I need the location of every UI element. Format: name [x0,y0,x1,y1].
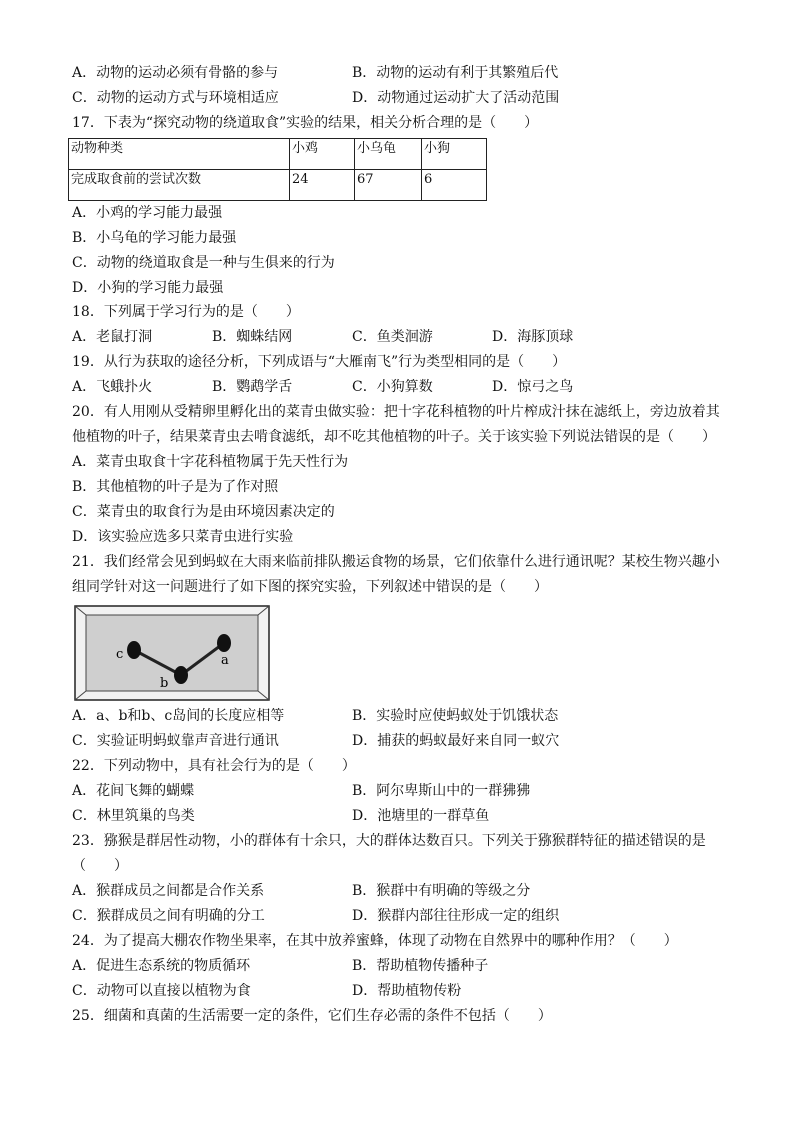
q16-option-c[interactable]: C．动物的运动方式与环境相适应 [72,90,279,106]
q22-stem: 22．下列动物中，具有社会行为的是（ ） [72,758,356,774]
table-header-cell: 小乌龟 [355,139,422,170]
q24-option-d[interactable]: D．帮助植物传粉 [352,983,462,999]
q20-option-a[interactable]: A．菜青虫取食十字花科植物属于先天性行为 [72,454,349,470]
q21-stem-line2: 组同学针对这一问题进行了如下图的探究实验，下列叙述中错误的是（ ） [72,579,548,595]
q20-stem-line1: 20．有人用刚从受精卵里孵化出的菜青虫做实验：把十字花科植物的叶片榨成汁抹在滤纸上，旁边放着其 [72,404,720,420]
q24-option-b[interactable]: B．帮助植物传播种子 [352,958,489,974]
q22-option-a[interactable]: A．花间飞舞的蝴蝶 [72,783,195,799]
q22-option-b[interactable]: B．阿尔卑斯山中的一群狒狒 [352,783,531,799]
q17-option-a[interactable]: A．小鸡的学习能力最强 [72,205,223,221]
label-c: c [116,647,124,662]
q21-option-a[interactable]: A．a、b和b、c岛间的长度应相等 [72,708,285,724]
island-c [127,641,141,659]
q17-stem: 17．下表为“探究动物的绕道取食”实验的结果，相关分析合理的是（ ） [72,115,539,131]
table-cell: 67 [355,170,422,201]
q20-option-b[interactable]: B．其他植物的叶子是为了作对照 [72,479,279,495]
q24-option-c[interactable]: C．动物可以直接以植物为食 [72,983,251,999]
q21-option-c[interactable]: C．实验证明蚂蚁靠声音进行通讯 [72,733,279,749]
q16-option-a[interactable]: A．动物的运动必须有骨骼的参与 [72,65,279,81]
ant-experiment-figure [74,605,270,701]
tray-inner [86,615,258,691]
q18-option-c[interactable]: C．鱼类洄游 [352,329,433,345]
table-header-row [69,139,487,170]
q18-option-a[interactable]: A．老鼠打洞 [72,329,153,345]
q21-stem-line1: 21．我们经常会见到蚂蚁在大雨来临前排队搬运食物的场景，它们依靠什么进行通讯呢？某校生物兴趣小 [72,554,720,570]
q17-option-c[interactable]: C．动物的绕道取食是一种与生俱来的行为 [72,255,335,271]
q25-stem: 25．细菌和真菌的生活需要一定的条件，它们生存必需的条件不包括（ ） [72,1008,552,1024]
q17-option-d[interactable]: D．小狗的学习能力最强 [72,280,224,296]
q20-option-d[interactable]: D．该实验应选多只菜青虫进行实验 [72,529,294,545]
q24-stem: 24．为了提高大棚农作物坐果率，在其中放养蜜蜂，体现了动物在自然界中的哪种作用？（ ） [72,933,678,949]
table-cell: 24 [290,170,355,201]
island-b [174,666,188,684]
q23-stem-line2: （ ） [72,858,128,874]
q16-option-b[interactable]: B．动物的运动有利于其繁殖后代 [352,65,559,81]
q19-option-b[interactable]: B．鹦鹉学舌 [212,379,293,395]
q23-option-c[interactable]: C．猴群成员之间有明确的分工 [72,908,265,924]
island-a [217,634,231,652]
table-header-cell: 动物种类 [69,139,290,170]
table-header-cell: 小鸡 [290,139,355,170]
label-a: a [221,653,229,668]
q22-option-d[interactable]: D．池塘里的一群草鱼 [352,808,490,824]
q23-option-d[interactable]: D．猴群内部往往形成一定的组织 [352,908,560,924]
q23-option-b[interactable]: B．猴群中有明确的等级之分 [352,883,531,899]
q24-option-a[interactable]: A．促进生态系统的物质循环 [72,958,251,974]
q23-stem-line1: 23．猕猴是群居性动物，小的群体有十余只，大的群体达数百只。下列关于猕猴群特征的描述错误的是 [72,833,706,849]
q17-option-b[interactable]: B．小乌龟的学习能力最强 [72,230,237,246]
q18-option-b[interactable]: B．蜘蛛结网 [212,329,293,345]
q18-stem: 18．下列属于学习行为的是（ ） [72,304,300,320]
table-row [69,170,487,201]
q18-option-d[interactable]: D．海豚顶球 [492,329,574,345]
table-cell: 完成取食前的尝试次数 [69,170,290,201]
q22-option-c[interactable]: C．林里筑巢的鸟类 [72,808,195,824]
q20-option-c[interactable]: C．菜青虫的取食行为是由环境因素决定的 [72,504,335,520]
label-b: b [160,676,169,691]
q21-option-d[interactable]: D．捕获的蚂蚁最好来自同一蚁穴 [352,733,560,749]
q19-option-d[interactable]: D．惊弓之鸟 [492,379,574,395]
q19-option-a[interactable]: A．飞蛾扑火 [72,379,153,395]
q19-option-c[interactable]: C．小狗算数 [352,379,433,395]
table-header-cell: 小狗 [422,139,487,170]
q23-option-a[interactable]: A．猴群成员之间都是合作关系 [72,883,265,899]
table-cell: 6 [422,170,487,201]
q16-option-d[interactable]: D．动物通过运动扩大了活动范围 [352,90,560,106]
q20-stem-line2: 他植物的叶子，结果菜青虫去啃食滤纸，却不吃其他植物的叶子。关于该实验下列说法错误的是（ ） [72,429,716,445]
q17-table [68,138,487,201]
q21-option-b[interactable]: B．实验时应使蚂蚁处于饥饿状态 [352,708,559,724]
q19-stem: 19．从行为获取的途径分析，下列成语与“大雁南飞”行为类型相同的是（ ） [72,354,567,370]
